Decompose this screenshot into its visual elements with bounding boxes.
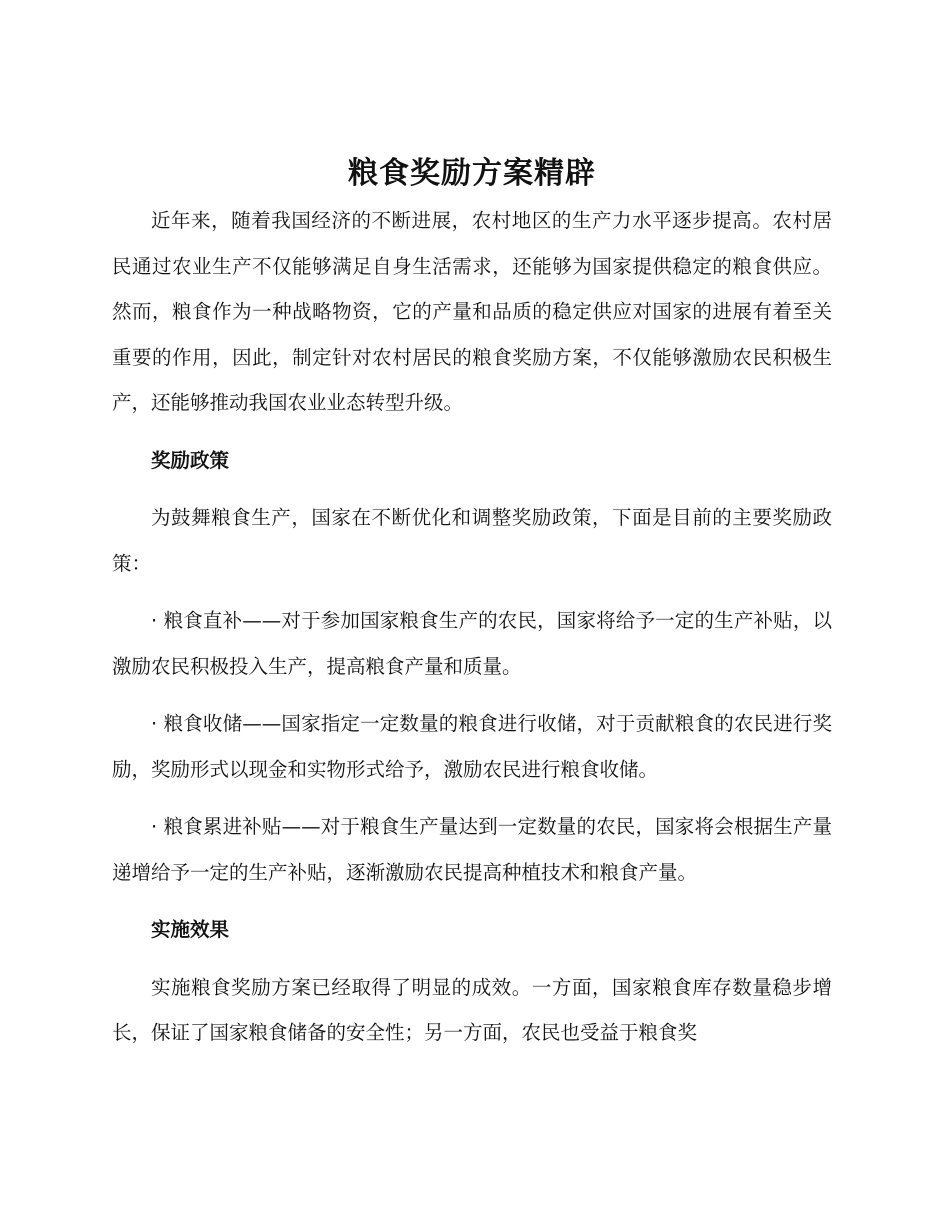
policy-item-direct-subsidy: · 粮食直补——对于参加国家粮食生产的农民，国家将给予一定的生产补贴，以激励农民积极投入生产，提高粮食产量和质量。 xyxy=(112,609,832,678)
spacer xyxy=(112,586,832,598)
policy-item-progressive-subsidy: · 粮食累进补贴——对于粮食生产量达到一定数量的农民，国家将会根据生产量递增给予一定的生产补贴，逐渐激励农民提高种植技术和粮食产量。 xyxy=(112,815,832,884)
section-heading-reward-policy: 奖励政策 xyxy=(151,448,230,472)
policy-item-grain-storage: · 粮食收储——国家指定一定数量的粮食进行收储，对于贡献粮食的农民进行奖励，奖励形式以现金和实物形式给予，激励农民进行粮食收储。 xyxy=(112,712,832,781)
intro-paragraph: 近年来，随着我国经济的不断进展，农村地区的生产力水平逐步提高。农村居民通过农业生产不仅能够满足自身生活需求，还能够为国家提供稳定的粮食供应。然而，粮食作为一种战略物资，它的产量和品质的稳定供应对国家的进展有着至关重要的作用，因此，制定针对农村居民的粮食奖励方案，不仅能够激励农民积极生产，还能够推动我国农业业态转型升级。 xyxy=(112,209,832,414)
spacer xyxy=(112,689,832,701)
policy-lead-paragraph: 为鼓舞粮食生产，国家在不断优化和调整奖励政策，下面是目前的主要奖励政策： xyxy=(112,506,832,575)
document-page xyxy=(112,150,832,1056)
section-heading-effects: 实施效果 xyxy=(151,918,230,941)
spacer xyxy=(112,483,832,495)
document-title: 粮食奖励方案精辟 xyxy=(348,156,596,191)
spacer xyxy=(112,426,832,438)
spacer xyxy=(112,895,832,907)
effects-paragraph: 实施粮食奖励方案已经取得了明显的成效。一方面，国家粮食库存数量稳步增长，保证了国家粮食储备的安全性；另一方面，农民也受益于粮食奖 xyxy=(112,975,832,1044)
spacer xyxy=(112,953,832,965)
spacer xyxy=(112,792,832,804)
